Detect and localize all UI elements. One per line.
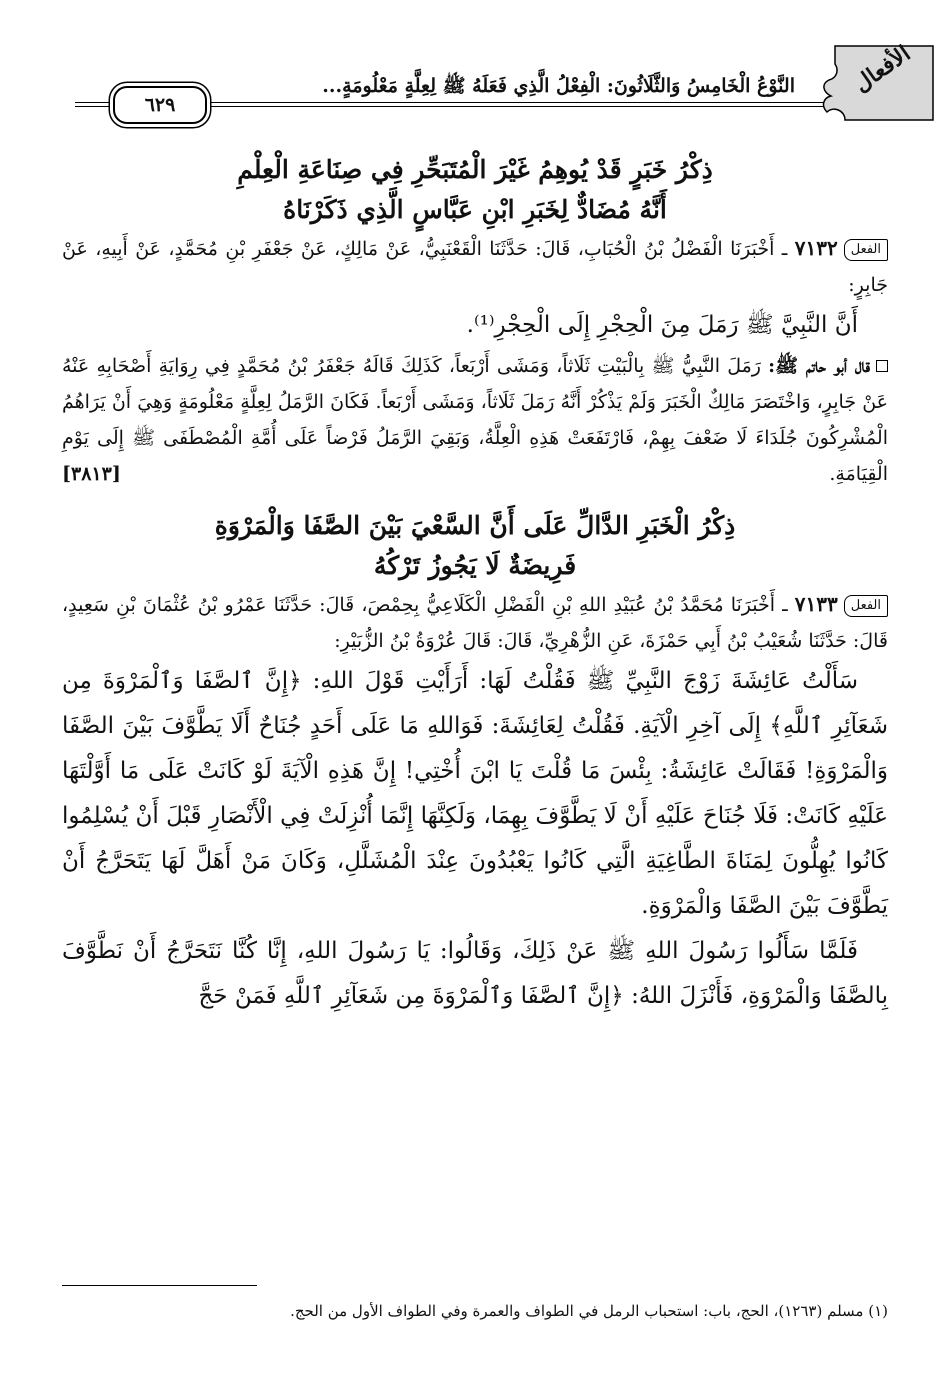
heading-line: أَنَّهُ مُضَادٌّ لِخَبَرِ ابْنِ عَبَّاسٍ الَّذِي ذَكَرْنَاهُ — [283, 195, 667, 224]
hadith-badge: الفعل — [844, 239, 888, 261]
square-bullet-icon — [876, 360, 888, 372]
isnad-text: ـ أَخْبَرَنَا مُحَمَّدُ بْنُ عُبَيْدِ اللهِ بْنِ الْفَضْلِ الْكَلَاعِيُّ بِحِمْصَ، قَالَ: حَدَّثَنَا عَمْرُو بْنُ عُثْمَانَ بْنِ سَعِيدٍ، قَالَ: حَدَّثَنَا شُعَيْبُ بْنُ أَبِي حَمْزَةَ، عَنِ الزُّهْرِيِّ، قَالَ: قَالَ عُرْوَةُ بْنُ الزُّبَيْرِ: — [62, 594, 888, 652]
commentary-text: رَمَلَ النَّبِيُّ ﷺ بِالْبَيْتِ ثَلَاثاً، وَمَشَى أَرْبَعاً، كَذَلِكَ قَالَهُ جَعْفَرُ بْنُ مُحَمَّدٍ فِي رِوَايَةِ أَصْحَابِهِ عَنْهُ عَنْ جَابِرٍ، وَاخْتَصَرَ مَالِكٌ الْخَبَرَ وَلَمْ يَذْكُرْ أَنَّهُ رَمَلَ ثَلَاثاً، وَمَشَى أَرْبَعاً. فَكَانَ الرَّمَلُ لِعِلَّةٍ مَعْلُومَةٍ وَهِيَ أَنْ يَرَاهُمُ الْمُشْرِكُونَ جُلَدَاءَ لَا ضَعْفَ بِهِمْ، فَارْتَفَعَتْ هَذِهِ الْعِلَّةُ، وَبَقِيَ الرَّمَلُ فَرْضاً عَلَى أُمَّةِ الْمُصْطَفَى ﷺ إِلَى يَوْمِ الْقِيَامَةِ. — [62, 355, 888, 485]
chapter-heading-2 — [62, 506, 888, 586]
footnote-divider — [62, 1285, 257, 1286]
heading-line: فَرِيضَةٌ لَا يَجُوزُ تَرْكُهُ — [373, 551, 577, 580]
main-content — [62, 150, 888, 1019]
page-header — [75, 40, 935, 124]
commentary-lead: قال أبو حاتم ﷺ: — [768, 355, 870, 377]
hadith-matn: أَنَّ النَّبِيَّ ﷺ رَمَلَ مِنَ الْحِجْرِ إِلَى الْحِجْرِ⁽¹⁾. — [466, 312, 858, 338]
hadith-matn: فَلَمَّا سَأَلُوا رَسُولَ اللهِ ﷺ عَنْ ذَلِكَ، وَقَالُوا: يَا رَسُولَ اللهِ، إِنَّا كُنَّا نَتَحَرَّجُ أَنْ نَطَّوَّفَ بِالصَّفَا وَالْمَرْوَةِ، فَأَنْزَلَ اللهُ: ﴿إِنَّ ٱلصَّفَا وَٱلْمَرْوَةَ مِن شَعَآئِرِ ٱللَّهِ فَمَنْ حَجَّ — [62, 938, 888, 1009]
hadith-isnad — [62, 230, 888, 303]
hadith-isnad — [62, 586, 888, 659]
footnote: (١) مسلم (١٢٦٣)، الحج، باب: استحباب الرمل في الطواف والعمرة وفي الطواف الأول من الحج. — [290, 1302, 888, 1320]
hadith-number: ٧١٣٢ — [794, 236, 838, 260]
hadith-number: ٧١٣٣ — [794, 592, 838, 616]
heading-line: ذِكْرُ خَبَرٍ قَدْ يُوهِمُ غَيْرَ الْمُتَبَحِّرِ فِي صِنَاعَةِ الْعِلْمِ — [237, 155, 713, 184]
running-title: النَّوْعُ الْخَامِسُ وَالثَّلَاثُونَ: الْفِعْلُ الَّذِي فَعَلَهُ ﷺ لِعِلَّةٍ مَعْلُومَةٍ... — [322, 75, 795, 97]
reference-number: [٣٨١٣] — [62, 463, 121, 485]
isnad-text: ـ أَخْبَرَنَا الْفَضْلُ بْنُ الْحُبَابِ، قَالَ: حَدَّثَنَا الْقَعْنَبِيُّ، عَنْ مَالِكٍ، عَنْ جَعْفَرِ بْنِ مُحَمَّدٍ، عَنْ أَبِيهِ، عَنْ جَابِرٍ: — [62, 238, 888, 296]
chapter-heading-1 — [62, 150, 888, 230]
section-label: الأفعال — [848, 40, 915, 98]
heading-line: ذِكْرُ الْخَبَرِ الدَّالِّ عَلَى أَنَّ السَّعْيَ بَيْنَ الصَّفَا وَالْمَرْوَةِ — [214, 511, 736, 540]
hadith-badge: الفعل — [844, 595, 888, 617]
section-puzzle-badge — [815, 40, 935, 122]
page-number: ٦٢٩ — [113, 86, 207, 124]
hadith-matn: سَأَلْتُ عَائِشَةَ زَوْجَ النَّبِيِّ ﷺ فَقُلْتُ لَهَا: أَرَأَيْتِ قَوْلَ اللهِ: ﴿إِنَّ ٱلصَّفَا وَٱلْمَرْوَةَ مِن شَعَآئِرِ ٱللَّهِ﴾ إِلَى آخِرِ الْآيَةِ. فَقُلْتُ لِعَائِشَةَ: فَوَاللهِ مَا عَلَى أَحَدٍ جُنَاحٌ أَلَا يَطَّوَّفَ بَيْنَ الصَّفَا وَالْمَرْوَةِ! فَقَالَتْ عَائِشَةُ: بِئْسَ مَا قُلْتَ يَا ابْنَ أُخْتِي! إِنَّ هَذِهِ الْآيَةَ لَوْ كَانَتْ عَلَى مَا أَوَّلْتَهَا عَلَيْهِ كَانَتْ: فَلَا جُنَاحَ عَلَيْهِ أَنْ لَا يَطَّوَّفَ بِهِمَا، وَلَكِنَّهَا إِنَّمَا أُنْزِلَتْ فِي الْأَنْصَارِ قَبْلَ أَنْ يُسْلِمُوا كَانُوا يُهِلُّونَ لِمَنَاةَ الطَّاغِيَةِ الَّتِي كَانُوا يَعْبُدُونَ عِنْدَ الْمُشَلَّلِ، وَكَانَ مَنْ أَهَلَّ لَهَا يَتَحَرَّجُ أَنْ يَطَّوَّفَ بَيْنَ الصَّفَا وَالْمَرْوَةِ. — [62, 668, 888, 919]
hadith-commentary — [62, 348, 888, 492]
